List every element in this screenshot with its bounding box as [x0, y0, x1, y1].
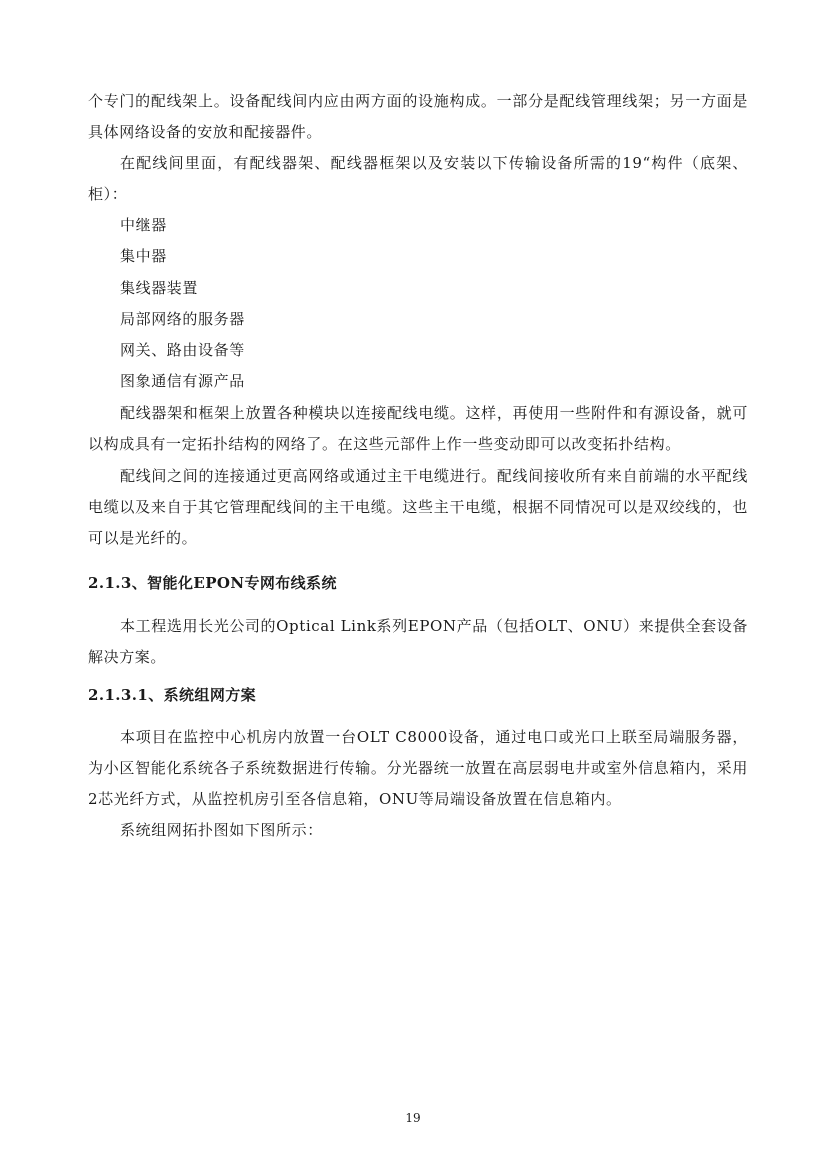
list-item: 集线器装置 [120, 279, 199, 297]
list-item: 中继器 [120, 216, 167, 234]
list-item: 集中器 [120, 247, 167, 265]
subsection-heading: 2.1.3.1、系统组网方案 [88, 686, 257, 704]
paragraph-distribution-frame: 个专门的配线架上。设备配线间内应由两方面的设施构成。一部分是配线管理线架；另一方面是具体网络设备的安放和配接器件。 [88, 92, 748, 141]
paragraph-networking-scheme: 本项目在监控中心机房内放置一台OLT C8000设备，通过电口或光口上联至局端服务器，为小区智能化系统各子系统数据进行传输。分光器统一放置在高层弱电井或室外信息箱内，采用2芯光纤方式，从监控机房引至各信息箱，ONU等局端设备放置在信息箱内。 [88, 728, 748, 808]
section-heading: 2.1.3、智能化EPON专网布线系统 [88, 574, 337, 592]
paragraph-epon-products: 本工程选用长光公司的Optical Link系列EPON产品（包括OLT、ONU）来提供全套设备解决方案。 [88, 617, 748, 666]
paragraph-topology-figure-intro: 系统组网拓扑图如下图所示： [120, 821, 323, 839]
paragraph-topology: 配线器架和框架上放置各种模块以连接配线电缆。这样，再使用一些附件和有源设备，就可以构成具有一定拓扑结构的网络了。在这些元部件上作一些变动即可以改变拓扑结构。 [88, 404, 748, 453]
page-number: 19 [405, 1111, 421, 1125]
list-item: 网关、路由设备等 [120, 341, 245, 359]
paragraph-wiring-room-components: 在配线间里面，有配线器架、配线器框架以及安装以下传输设备所需的19“构件（底架、柜）： [88, 154, 748, 203]
list-item: 图象通信有源产品 [120, 372, 245, 390]
list-item: 局部网络的服务器 [120, 310, 245, 328]
paragraph-backbone-cable: 配线间之间的连接通过更高网络或通过主干电缆进行。配线间接收所有来自前端的水平配线电缆以及来自于其它管理配线间的主干电缆。这些主干电缆，根据不同情况可以是双绞线的，也可以是光纤的。 [88, 467, 748, 547]
